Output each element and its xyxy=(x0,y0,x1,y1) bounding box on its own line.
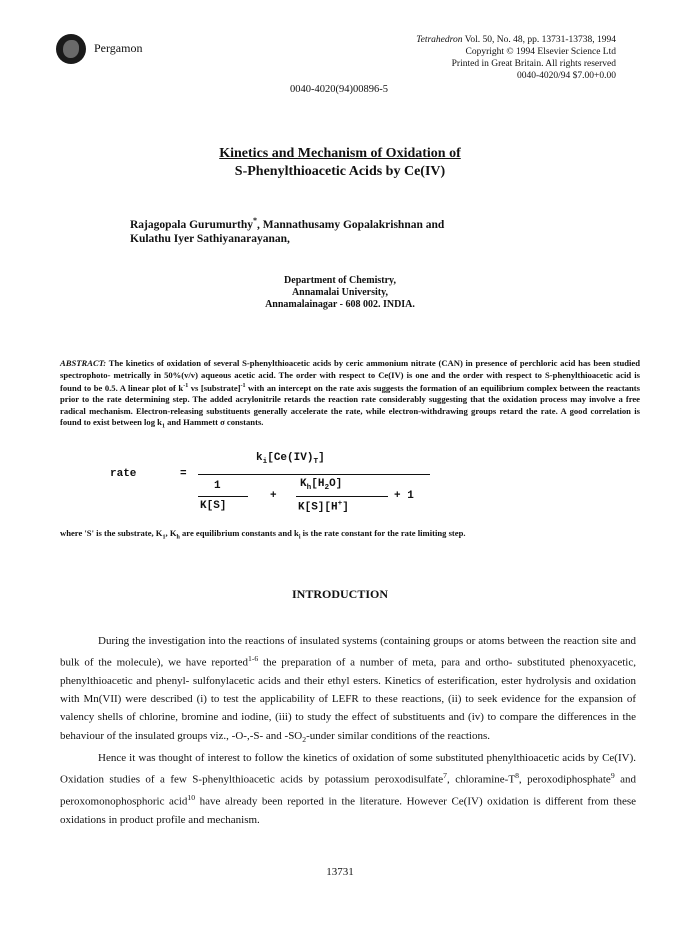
h2o-o: O] xyxy=(329,478,343,490)
abstract-text-1: The kinetics of oxidation of several S-phenylthioacetic acids by ceric ammonium nitrate (CAN) in presence of perchloric acid has been studied spectrophoto- metrically in 50%(v/v) aqueous acetic acid. The order with respect to Ce(IV) is one and the order with respect to S-phenylthioacetic acid is found to be 0.5. A linear plot of k xyxy=(60,358,640,393)
note-s3: i xyxy=(298,534,301,541)
note-b: , K xyxy=(165,528,177,538)
ksh-sup: + xyxy=(337,500,343,508)
main-fraction-bar xyxy=(198,474,430,475)
affiliation-university: Annamalai University, xyxy=(291,287,389,298)
author-list xyxy=(130,214,580,246)
equation-tail: + 1 xyxy=(394,490,414,502)
denominator-1-top: 1 xyxy=(214,480,221,492)
equation-lhs: rate xyxy=(110,468,137,480)
affiliation-department: Department of Chemistry, xyxy=(284,275,396,286)
affiliation xyxy=(0,275,680,311)
num-k-sub: i xyxy=(262,458,268,467)
denominator-2-top xyxy=(300,478,342,492)
note-s2: h xyxy=(176,534,180,541)
equation-equals: = xyxy=(180,468,187,480)
kh-k: K xyxy=(300,478,307,490)
title-line-2: S-Phenylthioacetic Acids by Ce(IV) xyxy=(234,164,446,179)
corresponding-mark: * xyxy=(253,216,258,225)
journal-name: Tetrahedron xyxy=(416,35,463,45)
journal-info xyxy=(416,34,616,82)
num-k: k xyxy=(256,452,263,464)
plus-sign: + xyxy=(270,490,277,502)
ksh-a: K[S][H xyxy=(298,501,338,514)
equation-numerator xyxy=(256,452,325,466)
p2-d: and peroxomonophosphoric acid xyxy=(60,773,636,808)
issn-line: 0040-4020/94 $7.00+0.00 xyxy=(516,71,616,81)
denominator-1-bottom: K[S] xyxy=(200,500,227,512)
p2-e: have already been reported in the literature. However Ce(IV) oxidation is different from these oxidations in product profile and mechanism. xyxy=(60,795,636,826)
h2o-h: [H xyxy=(311,478,325,490)
article-title xyxy=(0,145,680,181)
abstract-sup-1: -1 xyxy=(183,383,189,389)
pergamon-logo-icon xyxy=(56,34,86,64)
p1-b: the preparation of a number of meta, para and ortho- substituted phenoxyacetic, phenylthioacetic and phenyl- sulfonylacetic acids and their ethyl esters. Kinetics of esterification, ester hydrolysis and oxidation with Mn(VII) were described (i) to test the applicability of LEFR to these reactions, (ii) to seek evidence for the expansion of valency shells of chlorine, bromine and iodine, (iii) to study the effect of substituents and (iv) to compare the differences in the behaviour of the insulated groups viz., -O-,-S- and -SO xyxy=(60,656,636,742)
intro-paragraph-1 xyxy=(60,632,636,749)
num-ce-sub: T xyxy=(313,458,319,467)
p2-ref-7: 7 xyxy=(443,771,448,781)
denominator-2-bottom xyxy=(298,500,349,514)
p2-ref-9: 9 xyxy=(610,771,615,781)
abstract-sup-2: -1 xyxy=(240,383,246,389)
page-number: 13731 xyxy=(326,866,354,878)
printed-line: Printed in Great Britain. All rights reserved xyxy=(451,59,616,69)
author-2: , Mannathusamy Gopalakrishnan and xyxy=(257,218,445,231)
abstract-text-2: vs [substrate] xyxy=(188,382,241,393)
equation-note xyxy=(60,528,466,541)
section-heading-introduction: INTRODUCTION xyxy=(291,587,388,601)
abstract-text-4: and Hammett σ constants. xyxy=(164,417,264,428)
p2-b: , chloramine-T xyxy=(447,773,516,786)
p1-c: -under similar conditions of the reactions. xyxy=(306,729,491,742)
abstract xyxy=(60,358,640,434)
note-a: where 'S' is the substrate, K xyxy=(60,528,163,538)
h2o-sub: 2 xyxy=(324,484,330,493)
affiliation-city: Annamalainagar - 608 002. INDIA. xyxy=(265,299,415,310)
abstract-text-3: with an intercept on the rate axis suggests the formation of an equilibrium complex between the reactants prior to the rate determining step. The added acrylonitrile retards the reaction rate considerably suggesting that the oxidation process may involve a free radical mechanism. Electron-releasing substituents generally accelerate the rate, while electron-withdrawing groups retard the rate. A good correlation is found to exist between log k xyxy=(60,382,640,428)
copyright-line: Copyright © 1994 Elsevier Science Ltd xyxy=(465,47,616,57)
p2-ref-10: 10 xyxy=(187,793,196,803)
note-c: are equilibrium constants and k xyxy=(179,528,299,538)
p2-ref-8: 8 xyxy=(515,771,519,781)
note-s1: 1 xyxy=(162,534,166,541)
p2-c: , peroxodiphosphate xyxy=(518,773,611,786)
fraction-bar-2 xyxy=(296,496,388,497)
author-3: Kulathu Iyer Sathiyanarayanan, xyxy=(130,232,290,245)
intro-paragraph-2 xyxy=(60,749,636,829)
num-ce: [Ce(IV) xyxy=(267,452,314,464)
note-d: is the rate constant for the rate limiting step. xyxy=(300,528,466,538)
journal-volume: Vol. 50, No. 48, pp. 13731-13738, 1994 xyxy=(462,35,616,45)
rate-equation xyxy=(110,452,510,532)
publisher-name: Pergamon xyxy=(94,41,143,55)
p2-a: Hence it was thought of interest to follow the kinetics of oxidation of some substituted phenylthioacetic acids by Ce(IV). Oxidation studies of a few S-phenylthioacetic acids by potassium peroxodisulfate xyxy=(60,752,636,786)
title-line-1: Kinetics and Mechanism of Oxidation of xyxy=(219,146,461,161)
kh-sub: h xyxy=(306,484,312,493)
p1-ref: 1-6 xyxy=(247,654,259,664)
fraction-bar-1 xyxy=(198,496,248,497)
abstract-label: ABSTRACT: xyxy=(60,358,107,368)
author-1: Rajagopala Gurumurthy xyxy=(130,218,253,231)
doi-code: 0040-4020(94)00896-5 xyxy=(290,84,388,95)
num-close: ] xyxy=(318,452,325,464)
abstract-sub-1: 1 xyxy=(161,424,165,431)
ksh-c: ] xyxy=(342,501,349,514)
p1-a: During the investigation into the reactions of insulated systems (containing groups or atoms between the reaction site and bulk of the molecule), we have reported xyxy=(60,635,636,669)
p1-sub: 2 xyxy=(302,734,307,744)
